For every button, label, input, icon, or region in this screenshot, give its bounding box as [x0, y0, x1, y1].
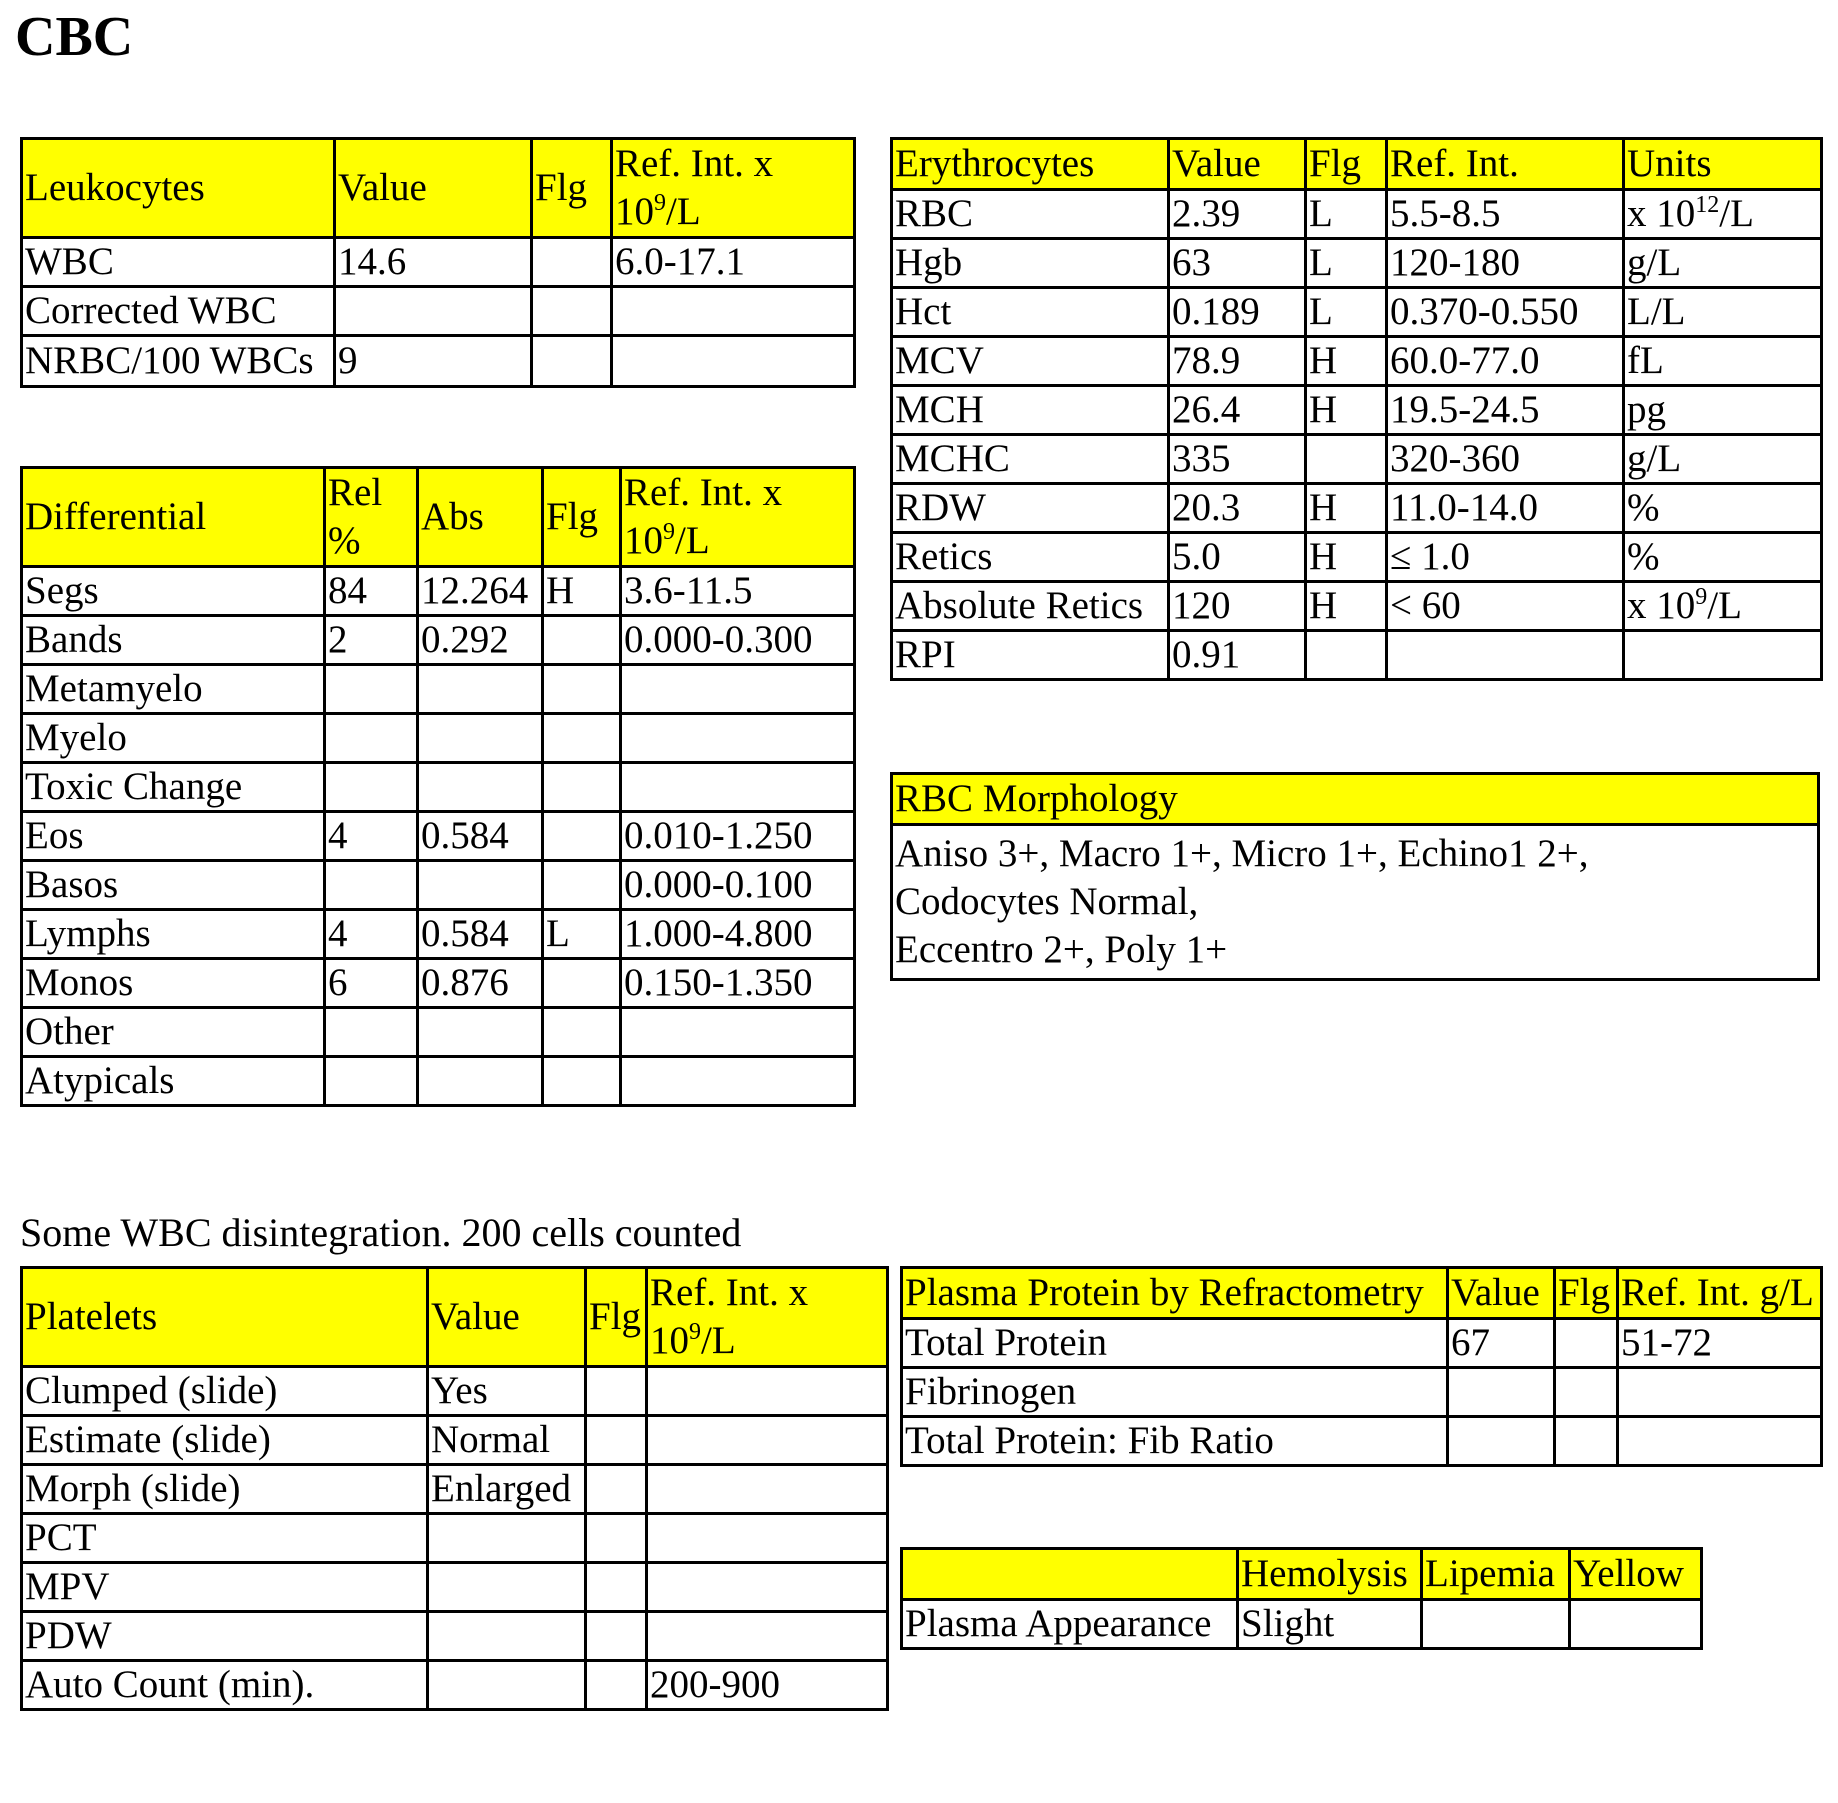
- test-flag: [586, 1367, 647, 1416]
- test-name: MPV: [22, 1563, 428, 1612]
- test-ref-int: 1.000-4.800: [621, 910, 855, 959]
- abs-value: [418, 861, 543, 910]
- table-row: [892, 435, 1822, 484]
- flag-header: Flg: [586, 1268, 647, 1367]
- table-row: [892, 288, 1822, 337]
- abs-value: 0.292: [418, 616, 543, 665]
- table-row: [22, 616, 855, 665]
- test-ref-int: [612, 336, 855, 387]
- table-row: [22, 812, 855, 861]
- abs-value: 12.264: [418, 567, 543, 616]
- test-name: WBC: [22, 238, 335, 287]
- test-value: 0.189: [1169, 288, 1306, 337]
- rbc-morphology-header-row: [892, 774, 1819, 825]
- test-flag: [1306, 435, 1387, 484]
- ref-int-header: Ref. Int. x $10^9/L$: [647, 1268, 888, 1367]
- test-value: Enlarged: [428, 1465, 586, 1514]
- test-flag: [543, 714, 621, 763]
- test-flag: H: [1306, 386, 1387, 435]
- test-flag: H: [1306, 337, 1387, 386]
- table-row: [892, 337, 1822, 386]
- flag-header: Flg: [532, 139, 612, 238]
- cell-type: Toxic Change: [22, 763, 325, 812]
- test-value: 14.6: [335, 238, 532, 287]
- test-units: [1624, 288, 1822, 337]
- plasma-appearance-header-row: [902, 1549, 1702, 1600]
- plasma-appearance-table: [900, 1547, 1703, 1650]
- test-name: MCV: [892, 337, 1169, 386]
- unit-exponent: 12: [1695, 192, 1720, 218]
- unit-text: g/L: [1627, 241, 1682, 284]
- table-row: [22, 1563, 888, 1612]
- plasma-protein-header: Plasma Protein by Refractometry: [902, 1268, 1448, 1319]
- unit-text: g/L: [1627, 437, 1682, 480]
- table-row: [22, 1367, 888, 1416]
- test-units: [1624, 386, 1822, 435]
- test-flag: H: [1306, 533, 1387, 582]
- page-title: CBC: [15, 6, 134, 68]
- rbc-morphology-line: Aniso 3+, Macro 1+, Micro 1+, Echino1 2+,: [895, 832, 1589, 875]
- test-value: 335: [1169, 435, 1306, 484]
- test-flag: [586, 1612, 647, 1661]
- plasma-protein-header-row: [902, 1268, 1822, 1319]
- test-flag: [586, 1465, 647, 1514]
- table-row: [22, 861, 855, 910]
- rbc-morphology-header: RBC Morphology: [892, 774, 1819, 825]
- hemolysis-header: Hemolysis: [1238, 1549, 1422, 1600]
- test-ref-int: [647, 1465, 888, 1514]
- unit-text: fL: [1627, 339, 1664, 382]
- test-flag: L: [1306, 190, 1387, 239]
- unit-text: pg: [1627, 388, 1666, 431]
- unit-exponent: 9: [1695, 584, 1708, 610]
- table-row: [902, 1368, 1822, 1417]
- rbc-morphology-text: [892, 825, 1819, 980]
- test-flag: [532, 287, 612, 336]
- test-ref-int: 200-900: [647, 1661, 888, 1710]
- test-ref-int: [612, 287, 855, 336]
- table-row: [892, 631, 1822, 680]
- test-ref-int: [621, 665, 855, 714]
- units-header: Units: [1624, 139, 1822, 190]
- test-name: Total Protein: [902, 1319, 1448, 1368]
- test-name: PDW: [22, 1612, 428, 1661]
- test-name: Morph (slide): [22, 1465, 428, 1514]
- erythrocytes-header-row: [892, 139, 1822, 190]
- table-row: [892, 239, 1822, 288]
- test-ref-int: 6.0-17.1: [612, 238, 855, 287]
- plasma-appearance-label: Plasma Appearance: [902, 1600, 1238, 1649]
- test-flag: [586, 1416, 647, 1465]
- rel-percent: [325, 714, 418, 763]
- cell-type: Segs: [22, 567, 325, 616]
- rbc-morphology-line: Eccentro 2+, Poly 1+: [895, 928, 1228, 971]
- test-flag: L: [1306, 288, 1387, 337]
- test-ref-int: 120-180: [1387, 239, 1624, 288]
- test-ref-int: [647, 1612, 888, 1661]
- test-name: Corrected WBC: [22, 287, 335, 336]
- rel-percent-header: Rel %: [325, 468, 418, 567]
- test-flag: [1555, 1319, 1618, 1368]
- test-ref-int: [621, 714, 855, 763]
- test-flag: [1555, 1368, 1618, 1417]
- flag-header: Flg: [543, 468, 621, 567]
- test-name: RPI: [892, 631, 1169, 680]
- ref-int-header: Ref. Int.: [1387, 139, 1624, 190]
- test-flag: [1555, 1417, 1618, 1466]
- ref-int-header: Ref. Int. x $10^9/L$: [621, 468, 855, 567]
- abs-value: 0.584: [418, 812, 543, 861]
- rel-percent: 6: [325, 959, 418, 1008]
- test-value: Normal: [428, 1416, 586, 1465]
- unit-suffix: /L: [1707, 584, 1742, 627]
- test-flag: [543, 812, 621, 861]
- test-flag: [543, 616, 621, 665]
- test-value: 78.9: [1169, 337, 1306, 386]
- test-ref-int: [647, 1563, 888, 1612]
- test-ref-int: 0.150-1.350: [621, 959, 855, 1008]
- table-row: [892, 386, 1822, 435]
- flag-header: Flg: [1555, 1268, 1618, 1319]
- test-flag: [543, 959, 621, 1008]
- test-name: Auto Count (min).: [22, 1661, 428, 1710]
- test-value: 9: [335, 336, 532, 387]
- table-row: [22, 959, 855, 1008]
- test-units: [1624, 631, 1822, 680]
- test-value: [1448, 1368, 1555, 1417]
- test-name: MCH: [892, 386, 1169, 435]
- test-flag: [532, 238, 612, 287]
- cell-type: Other: [22, 1008, 325, 1057]
- rel-percent: [325, 763, 418, 812]
- differential-header: Differential: [22, 468, 325, 567]
- table-row: [22, 1008, 855, 1057]
- rel-percent: 4: [325, 812, 418, 861]
- cell-type: Metamyelo: [22, 665, 325, 714]
- test-ref-int: 60.0-77.0: [1387, 337, 1624, 386]
- test-ref-int: 19.5-24.5: [1387, 386, 1624, 435]
- test-ref-int: 51-72: [1618, 1319, 1822, 1368]
- test-flag: [532, 336, 612, 387]
- test-name: RBC: [892, 190, 1169, 239]
- table-row: [22, 336, 855, 387]
- table-row: [22, 910, 855, 959]
- test-ref-int: [647, 1416, 888, 1465]
- test-flag: L: [543, 910, 621, 959]
- test-value: 20.3: [1169, 484, 1306, 533]
- test-ref-int: < 60: [1387, 582, 1624, 631]
- test-value: 5.0: [1169, 533, 1306, 582]
- test-units: [1624, 435, 1822, 484]
- leukocytes-header: Leukocytes: [22, 139, 335, 238]
- test-value: Yes: [428, 1367, 586, 1416]
- table-row: [892, 190, 1822, 239]
- differential-note: Some WBC disintegration. 200 cells counted: [20, 1210, 742, 1255]
- cell-type: Myelo: [22, 714, 325, 763]
- test-name: RDW: [892, 484, 1169, 533]
- plasma-appearance-blank-header: [902, 1549, 1238, 1600]
- test-value: [1448, 1417, 1555, 1466]
- test-value: 120: [1169, 582, 1306, 631]
- lipemia-value: [1422, 1600, 1570, 1649]
- unit-suffix: /L: [1719, 192, 1754, 235]
- abs-value: 0.584: [418, 910, 543, 959]
- cell-type: Monos: [22, 959, 325, 1008]
- abs-value: [418, 714, 543, 763]
- differential-header-row: [22, 468, 855, 567]
- test-value: [428, 1514, 586, 1563]
- test-value: 2.39: [1169, 190, 1306, 239]
- test-name: Absolute Retics: [892, 582, 1169, 631]
- abs-value: [418, 1008, 543, 1057]
- test-ref-int: 0.010-1.250: [621, 812, 855, 861]
- rel-percent: 4: [325, 910, 418, 959]
- test-value: 0.91: [1169, 631, 1306, 680]
- ref-int-header: Ref. Int. x $10^9/L$: [612, 139, 855, 238]
- abs-value: [418, 763, 543, 812]
- test-units: [1624, 337, 1822, 386]
- test-flag: H: [1306, 484, 1387, 533]
- table-row: [892, 582, 1822, 631]
- test-name: Fibrinogen: [902, 1368, 1448, 1417]
- unit-text: x 10: [1627, 584, 1696, 627]
- cell-type: Basos: [22, 861, 325, 910]
- unit-text: x 10: [1627, 192, 1696, 235]
- test-name: Estimate (slide): [22, 1416, 428, 1465]
- test-value: [428, 1661, 586, 1710]
- plasma-appearance-row: [902, 1600, 1702, 1649]
- leukocytes-header-row: [22, 139, 855, 238]
- erythrocytes-table: [890, 137, 1823, 681]
- test-units: [1624, 533, 1822, 582]
- table-row: [22, 1612, 888, 1661]
- table-row: [892, 533, 1822, 582]
- table-row: [22, 567, 855, 616]
- cell-type: Lymphs: [22, 910, 325, 959]
- table-row: [22, 1465, 888, 1514]
- test-flag: [543, 1057, 621, 1106]
- abs-value: [418, 665, 543, 714]
- rel-percent: 84: [325, 567, 418, 616]
- flag-header: Flg: [1306, 139, 1387, 190]
- test-name: Total Protein: Fib Ratio: [902, 1417, 1448, 1466]
- value-header: Value: [1169, 139, 1306, 190]
- abs-value: [418, 1057, 543, 1106]
- test-ref-int: [647, 1367, 888, 1416]
- test-ref-int: 11.0-14.0: [1387, 484, 1624, 533]
- differential-table: [20, 466, 856, 1107]
- rel-percent: [325, 1057, 418, 1106]
- table-row: [22, 1057, 855, 1106]
- rel-percent: [325, 665, 418, 714]
- table-row: [22, 1416, 888, 1465]
- test-flag: H: [543, 567, 621, 616]
- table-row: [22, 763, 855, 812]
- test-units: [1624, 484, 1822, 533]
- test-units: [1624, 190, 1822, 239]
- platelets-header-row: [22, 1268, 888, 1367]
- value-header: Value: [335, 139, 532, 238]
- test-flag: [543, 665, 621, 714]
- test-ref-int: 3.6-11.5: [621, 567, 855, 616]
- test-flag: [1306, 631, 1387, 680]
- table-row: [902, 1417, 1822, 1466]
- rbc-morphology-row: [892, 825, 1819, 980]
- test-flag: [586, 1563, 647, 1612]
- yellow-value: [1570, 1600, 1702, 1649]
- test-name: Retics: [892, 533, 1169, 582]
- test-flag: L: [1306, 239, 1387, 288]
- test-ref-int: [1618, 1368, 1822, 1417]
- table-row: [22, 714, 855, 763]
- unit-text: %: [1627, 486, 1660, 529]
- test-ref-int: 320-360: [1387, 435, 1624, 484]
- test-ref-int: [647, 1514, 888, 1563]
- table-row: [22, 1661, 888, 1710]
- cell-type: Atypicals: [22, 1057, 325, 1106]
- table-row: [892, 484, 1822, 533]
- test-name: Hgb: [892, 239, 1169, 288]
- test-name: PCT: [22, 1514, 428, 1563]
- yellow-header: Yellow: [1570, 1549, 1702, 1600]
- test-ref-int: 0.370-0.550: [1387, 288, 1624, 337]
- unit-text: L/L: [1627, 290, 1686, 333]
- leukocytes-table: [20, 137, 856, 388]
- test-ref-int: 5.5-8.5: [1387, 190, 1624, 239]
- test-flag: [543, 861, 621, 910]
- test-ref-int: 0.000-0.300: [621, 616, 855, 665]
- test-name: NRBC/100 WBCs: [22, 336, 335, 387]
- test-ref-int: [621, 763, 855, 812]
- test-flag: [586, 1661, 647, 1710]
- table-row: [22, 287, 855, 336]
- test-ref-int: ≤ 1.0: [1387, 533, 1624, 582]
- cell-type: Bands: [22, 616, 325, 665]
- test-flag: [543, 1008, 621, 1057]
- test-name: Hct: [892, 288, 1169, 337]
- test-units: [1624, 582, 1822, 631]
- table-row: [902, 1319, 1822, 1368]
- test-value: [428, 1563, 586, 1612]
- rbc-morphology-line: Codocytes Normal,: [895, 880, 1199, 923]
- rel-percent: [325, 1008, 418, 1057]
- erythrocytes-header: Erythrocytes: [892, 139, 1169, 190]
- test-ref-int: [1618, 1417, 1822, 1466]
- rel-percent: [325, 861, 418, 910]
- platelets-header: Platelets: [22, 1268, 428, 1367]
- rbc-morphology-table: [890, 772, 1820, 981]
- platelets-table: [20, 1266, 889, 1711]
- test-flag: [586, 1514, 647, 1563]
- test-name: MCHC: [892, 435, 1169, 484]
- ref-int-header: Ref. Int. g/L: [1618, 1268, 1822, 1319]
- test-flag: H: [1306, 582, 1387, 631]
- test-ref-int: [621, 1057, 855, 1106]
- table-row: [22, 238, 855, 287]
- test-flag: [543, 763, 621, 812]
- test-value: 67: [1448, 1319, 1555, 1368]
- abs-header: Abs: [418, 468, 543, 567]
- table-row: [22, 1514, 888, 1563]
- hemolysis-value: Slight: [1238, 1600, 1422, 1649]
- test-name: Clumped (slide): [22, 1367, 428, 1416]
- test-ref-int: 0.000-0.100: [621, 861, 855, 910]
- test-units: [1624, 239, 1822, 288]
- test-ref-int: [1387, 631, 1624, 680]
- test-ref-int: [621, 1008, 855, 1057]
- lipemia-header: Lipemia: [1422, 1549, 1570, 1600]
- test-value: 63: [1169, 239, 1306, 288]
- value-header: Value: [428, 1268, 586, 1367]
- table-row: [22, 665, 855, 714]
- test-value: [335, 287, 532, 336]
- test-value: [428, 1612, 586, 1661]
- unit-text: %: [1627, 535, 1660, 578]
- plasma-protein-table: [900, 1266, 1823, 1467]
- test-value: 26.4: [1169, 386, 1306, 435]
- rel-percent: 2: [325, 616, 418, 665]
- cell-type: Eos: [22, 812, 325, 861]
- value-header: Value: [1448, 1268, 1555, 1319]
- abs-value: 0.876: [418, 959, 543, 1008]
